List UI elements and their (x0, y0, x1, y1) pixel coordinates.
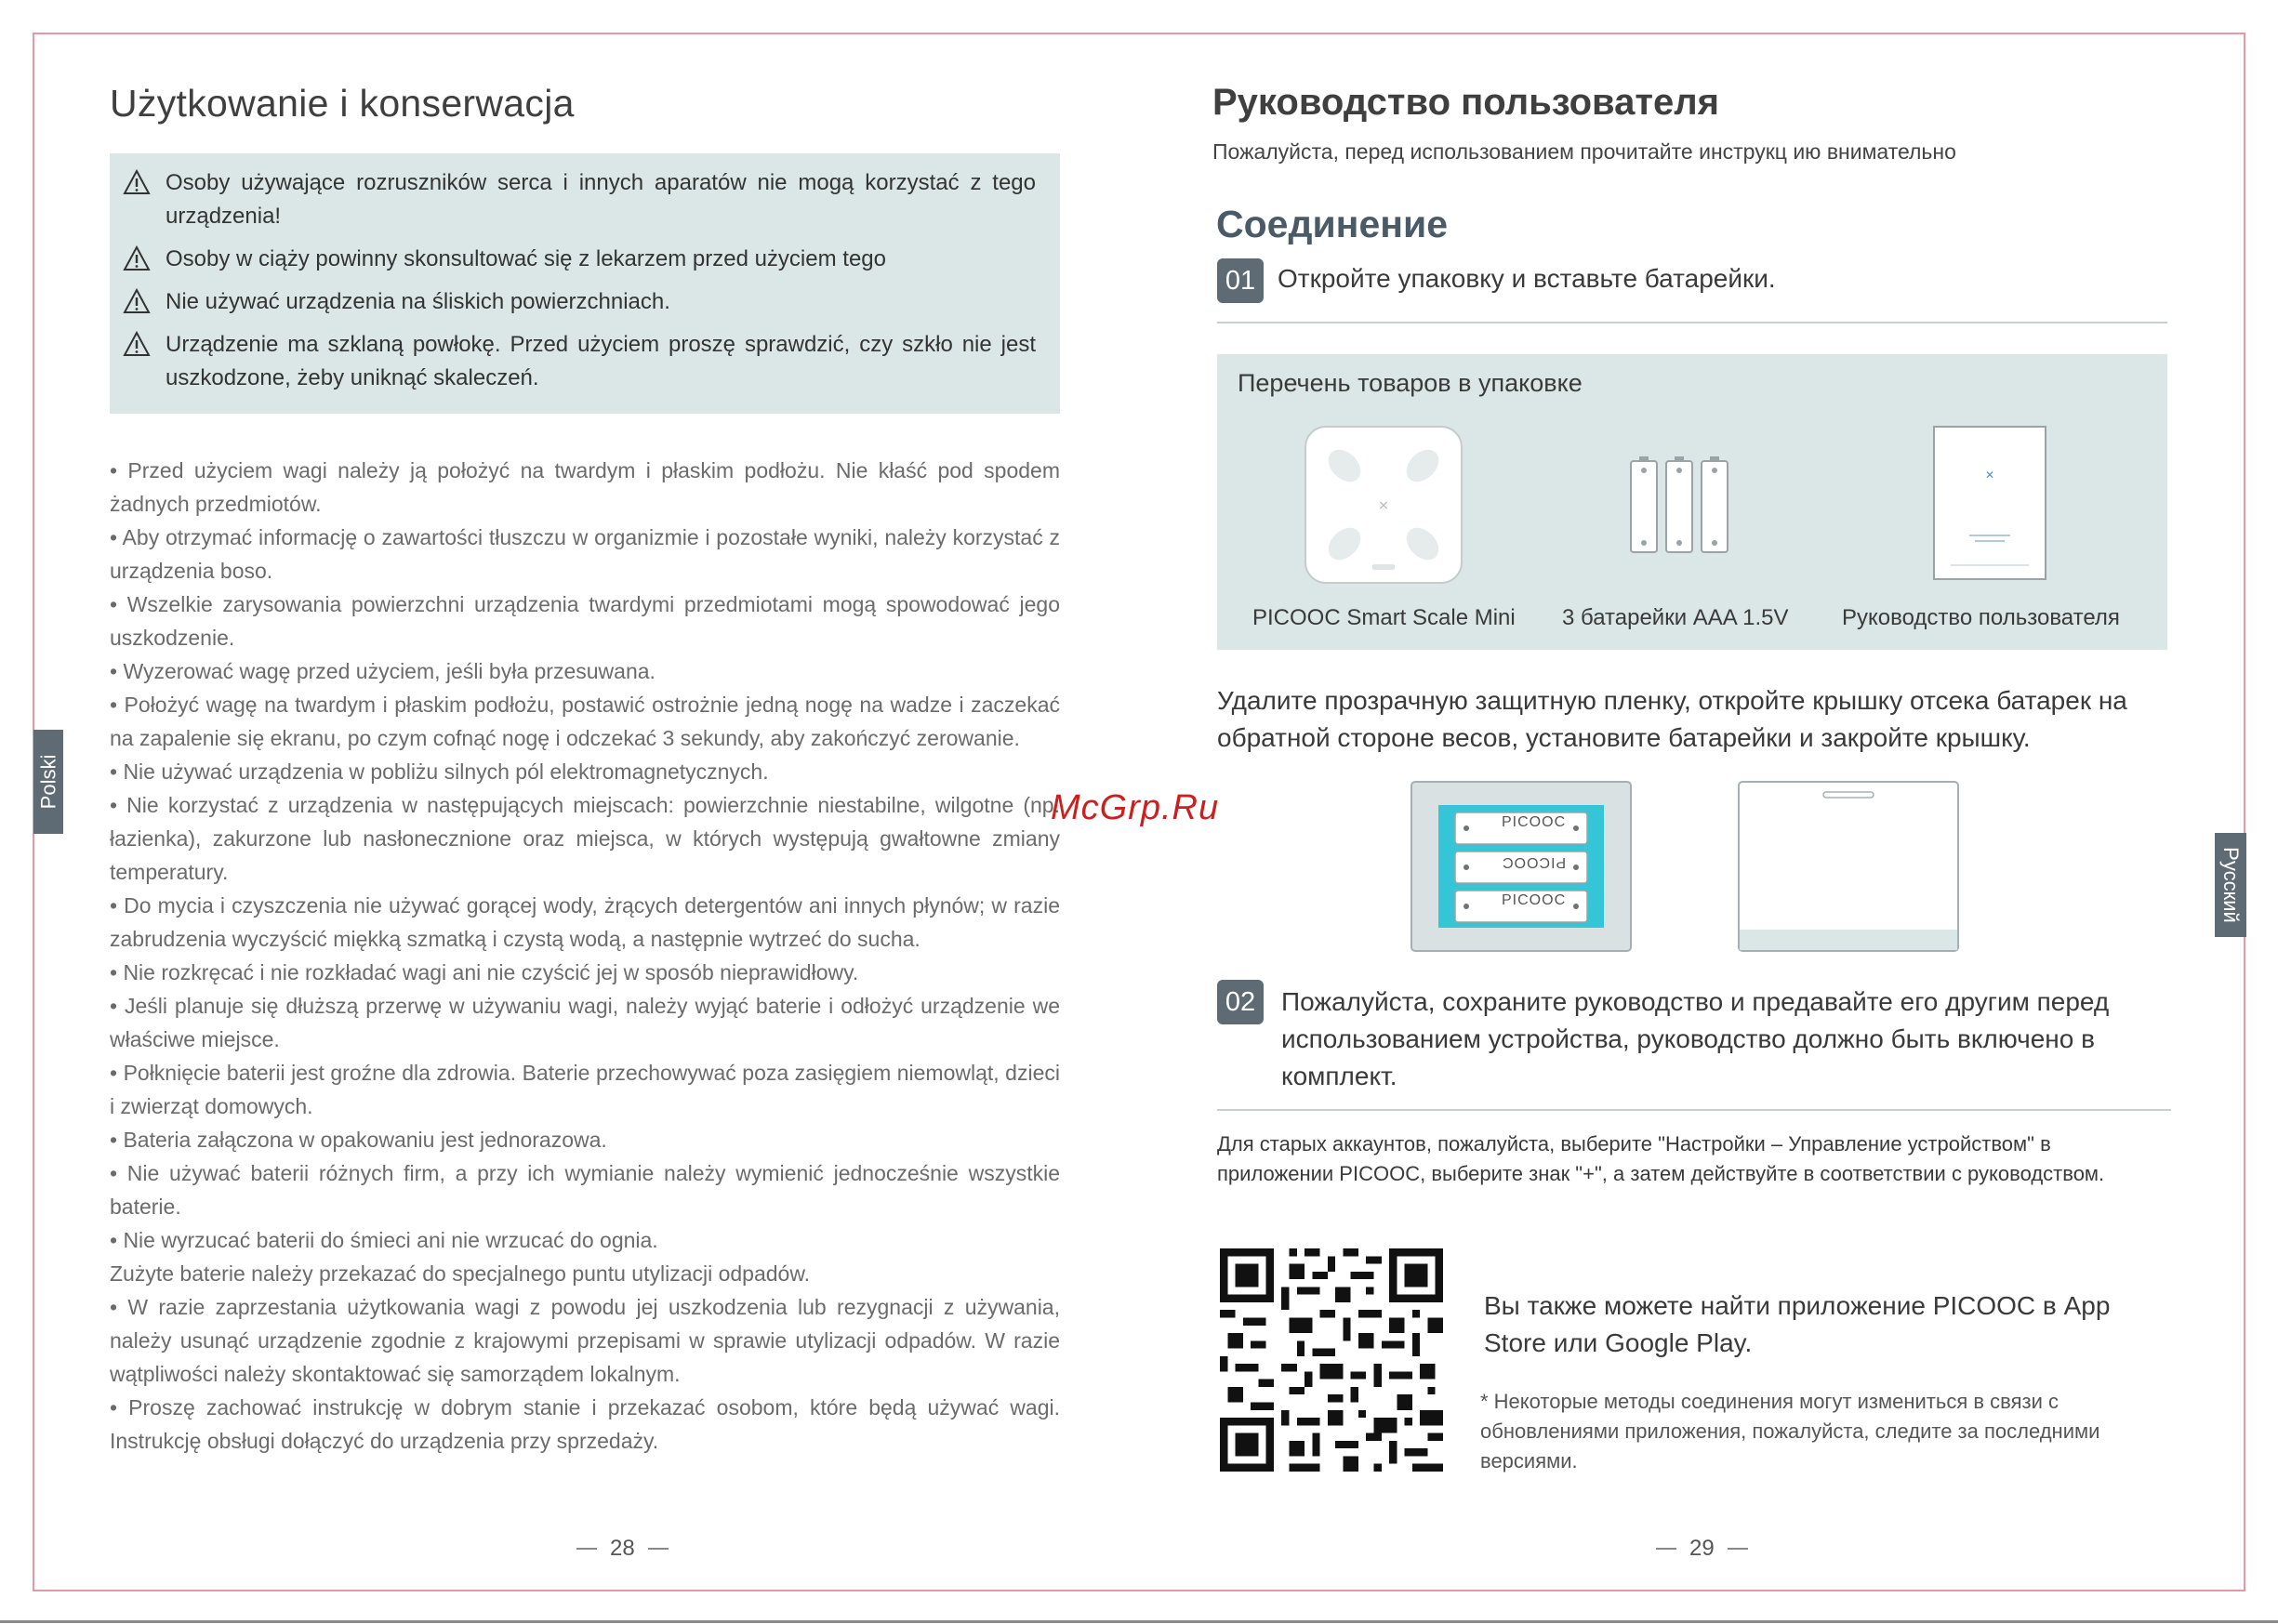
instruction-paragraph: • Aby otrzymać informację o zawartości tłuszczu w organizmie i pozostałe wyniki, należy korzystać z urządzenia boso. (110, 525, 1060, 583)
warning-item (123, 285, 1036, 319)
warning-icon (123, 169, 151, 195)
scale-image (1304, 425, 1463, 585)
warning-icon (123, 245, 151, 271)
connection-footnote: * Некоторые методы соединения могут измениться в связи с обновлениями приложения, пожалуйста, следите за последними версиями. (1480, 1390, 2100, 1472)
battery-cover-image (1738, 781, 1959, 952)
page-number-value: 29 (1689, 1536, 1715, 1561)
page-number-dash (576, 1548, 597, 1550)
package-contents-box (1217, 354, 2167, 650)
page-number-dash (648, 1548, 669, 1550)
app-store-text: Вы также можете найти приложение PICOOC в App Store или Google Play. (1484, 1291, 2111, 1357)
step-2-text: Пожалуйста, сохраните руководство и предавайте его другим перед использованием устройства, руководство должно быть включено в комплект. (1281, 987, 2110, 1090)
language-tab-russian (2215, 833, 2246, 937)
package-item-label: 3 батарейки AAA 1.5V (1562, 605, 1789, 630)
svg-text:×: × (1378, 498, 1389, 513)
battery-brand-label: PICOOC (1502, 814, 1567, 830)
step-badge-01: 01 (1217, 258, 1264, 303)
instruction-paragraph: • Do mycia i czyszczenia nie używać gorącej wody, żrących detergentów ani innych płynów; w razie zabrudzenia wyczyścić miękką szmatką i czystą wodą, a następnie wytrzeć do sucha. (110, 893, 1060, 951)
battery-instructions: Удалите прозрачную защитную пленку, откройте крышку отсека батарек на обратной стороне весов, установите батарейки и закройте крышку. (1217, 686, 2127, 752)
right-page-subtitle: Пожалуйста, перед использованием прочитайте инструкц ию внимательно (1212, 139, 1956, 164)
package-item-label: PICOOC Smart Scale Mini (1252, 605, 1516, 630)
instruction-paragraph: • Przed użyciem wagi należy ją położyć na twardym i płaskim podłożu. Nie kłaść pod spodem żadnych przedmiotów. (110, 458, 1060, 516)
instruction-paragraph: • Bateria załączona w opakowaniu jest jednorazowa. (110, 1128, 607, 1152)
divider (1217, 322, 2167, 323)
language-tab-label: Polski (36, 754, 60, 810)
battery-brand-label: PICOOC (1502, 892, 1567, 908)
old-account-note: Для старых аккаунтов, пожалуйста, выберите "Настройки – Управление устройством" в приложении PICOOC, выберите знак "+", а затем действуйте в соответствии с руководством. (1217, 1132, 2105, 1185)
language-tab-label: Русский (2219, 847, 2244, 923)
step-1-text: Откройте упаковку и вставьте батарейки. (1278, 264, 1776, 293)
page-number-value: 28 (610, 1536, 635, 1561)
left-page-title: Użytkowanie i konserwacja (110, 82, 575, 125)
battery-brand-label: PICOOC (1502, 854, 1567, 870)
bottom-rule (0, 1620, 2278, 1623)
warning-icon (123, 288, 151, 314)
warning-icon (123, 331, 151, 357)
warning-text: Nie używać urządzenia na śliskich powierzchniach. (166, 289, 670, 314)
package-contents-title: Перечень товаров в упаковке (1238, 369, 1583, 397)
instruction-paragraph: • Położyć wagę na twardym i płaskim podłożu, postawić ostrożnie jedną nogę na wadze i zaczekać na zapalenie się ekranu, po czym cofnąć nogę i odczekać 3 sekundy, aby zakończyć zerowanie. (110, 693, 1060, 750)
instruction-paragraph: • W razie zaprzestania użytkowania wagi z powodu jej uszkodzenia lub rezygnacji z używania, należy usunąć urządzenie zgodnie z krajowymi przepisami w sprawie utylizacji odpadów. W razie wątpliwości należy skontaktować się samorządem lokalnym. (110, 1295, 1060, 1386)
instruction-paragraph: • Nie używać baterii różnych firm, a przy ich wymianie należy wymienić jednocześnie wszystkie baterie. (110, 1161, 1060, 1219)
page-number-left (563, 1536, 682, 1562)
instruction-paragraph: • Jeśli planuje się dłuższą przerwę w używaniu wagi, należy wyjąć baterie i odłożyć urządzenie we właściwe miejsce. (110, 994, 1060, 1051)
instruction-paragraph: • Nie korzystać z urządzenia w następujących miejscach: powierzchnie niestabilne, wilgotne (np. łazienka), zakurzone lub nasłonecznione oraz miejsca, w których występują gwałtowne zmiany temperatury. (110, 793, 1060, 884)
right-page-title: Руководство пользователя (1212, 82, 1719, 123)
instruction-paragraph: • Nie używać urządzenia w pobliżu silnych pól elektromagnetycznych. (110, 759, 769, 784)
warning-text: Osoby w ciąży powinny skonsultować się z lekarzem przed użyciem tego (166, 246, 886, 271)
manual-image (1932, 425, 2047, 581)
page-number-dash (1656, 1548, 1676, 1550)
page-number-dash (1728, 1548, 1748, 1550)
instruction-paragraph: • Wyzerować wagę przed użyciem, jeśli była przesuwana. (110, 659, 656, 683)
instruction-paragraph: • Proszę zachować instrukcję w dobrym stanie i przekazać osobom, które będą używać wagi. Instrukcję obsługi dołączyć do urządzenia przy sprzedaży. (110, 1395, 1060, 1453)
page-number-right (1643, 1536, 1761, 1562)
section-title: Соединение (1216, 203, 1449, 245)
qr-code[interactable] (1220, 1248, 1443, 1472)
instruction-paragraph: • Nie wyrzucać baterii do śmieci ani nie wrzucać do ognia. (110, 1228, 658, 1252)
language-tab-polish (33, 730, 63, 834)
warning-item (123, 166, 1036, 233)
instruction-paragraph: • Wszelkie zarysowania powierzchni urządzenia twardymi przedmiotami mogą spowodować jego uszkodzenie. (110, 592, 1060, 650)
watermark: McGrp.Ru (1051, 788, 1220, 827)
step-badge-02: 02 (1217, 980, 1264, 1024)
package-item-label: Руководство пользователя (1842, 605, 2120, 630)
divider (1217, 1109, 2171, 1111)
warning-text: Urządzenie ma szklaną powłokę. Przed użyciem proszę sprawdzić, czy szkło nie jest uszkodzone, żeby uniknąć skaleczeń. (166, 332, 1036, 390)
svg-text:✕: ✕ (1984, 469, 1995, 482)
instruction-paragraph: Zużyte baterie należy przekazać do specjalnego puntu utylizacji odpadów. (110, 1261, 811, 1286)
warning-box (110, 153, 1060, 414)
batteries-image (1627, 456, 1731, 556)
warning-text: Osoby używające rozruszników serca i innych aparatów nie mogą korzystać z tego urządzenia! (166, 170, 1036, 229)
usage-instructions (110, 454, 1060, 1458)
instruction-paragraph: • Nie rozkręcać i nie rozkładać wagi ani nie czyścić jej w sposób nieprawidłowy. (110, 960, 859, 984)
warning-item (123, 243, 1036, 276)
warning-item (123, 328, 1036, 395)
instruction-paragraph: • Połknięcie baterii jest groźne dla zdrowia. Baterie przechowywać poza zasięgiem niemowląt, dzieci i zwierząt domowych. (110, 1061, 1060, 1118)
